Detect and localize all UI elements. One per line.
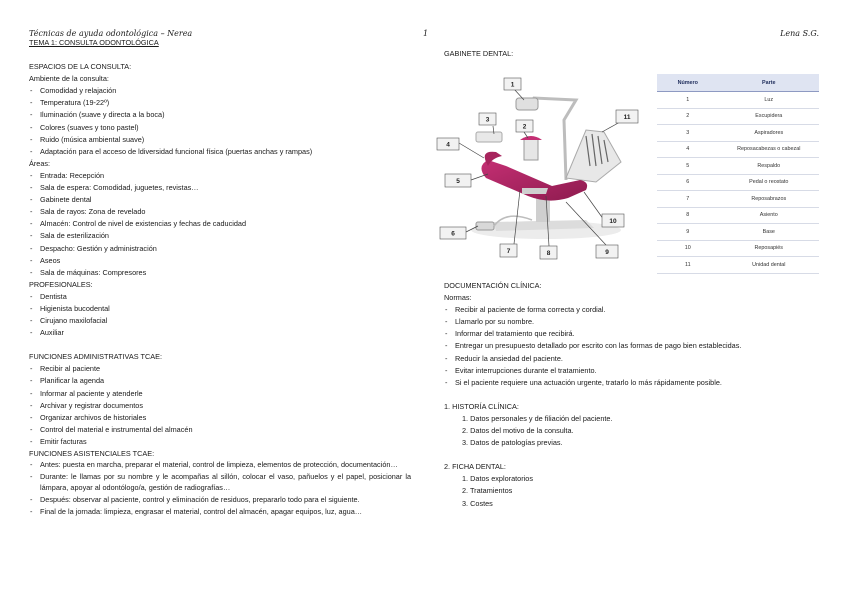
list-item: - Recibir al paciente	[30, 364, 101, 374]
list-item: - Aseos	[30, 255, 61, 265]
list-item: - Almacén: Control de nivel de existencias y fechas de caducidad	[30, 219, 247, 229]
asist-heading: FUNCIONES ASISTENCIALES TCAE:	[29, 449, 155, 458]
svg-text:3: 3	[485, 116, 490, 124]
table-row	[657, 158, 819, 175]
label-2	[516, 120, 533, 132]
parts-table	[657, 74, 819, 274]
svg-text:10: 10	[609, 218, 617, 225]
header-course: Técnicas de ayuda odontológica – Nerea	[29, 29, 193, 38]
list-item: - Control del material e instrumental del almacén	[30, 424, 193, 434]
list-item: - Higienista bucodental	[30, 303, 110, 313]
list-item: - Auxiliar	[30, 328, 64, 338]
list-item: - Sala de máquinas: Compresores	[30, 267, 147, 277]
admin-list	[29, 363, 411, 448]
list-item: 2. Datos del motivo de la consulta.	[462, 426, 574, 436]
list-item: - Cirujano maxilofacial	[30, 316, 108, 326]
table-row	[657, 174, 819, 191]
svg-text:7: 7	[506, 248, 511, 255]
list-item: - Evitar interrupciones durante el tratamiento.	[445, 365, 597, 375]
table-row	[657, 207, 819, 224]
svg-text:6: 6	[451, 230, 455, 238]
list-item: 3. Costes	[462, 498, 493, 508]
list-item: - Sala de esterilización	[30, 231, 109, 241]
list-item: - Emitir facturas	[30, 436, 87, 446]
list-item: - Organizar archivos de historiales	[30, 412, 147, 422]
list-item: - Sala de rayos: Zona de revelado	[30, 207, 146, 217]
dental-unit-shape	[566, 130, 621, 182]
column-header-numero: Número	[657, 74, 719, 92]
list-item: - Entrada: Recepción	[30, 170, 105, 180]
list-item: - Si el paciente requiere una actuación urgente, tratarlo lo más rápidamente posible.	[445, 377, 722, 387]
list-item: 1. Datos exploratorios	[462, 474, 533, 484]
list-item: - Informar del tratamiento que recibirá.	[445, 329, 575, 339]
cell-part: Reposabrazos	[719, 191, 819, 208]
list-item: - Comodidad y relajación	[30, 86, 117, 96]
list-item: - Informar al paciente y atenderle	[30, 388, 143, 398]
svg-text:4: 4	[446, 141, 450, 149]
column-header-parte: Parte	[719, 74, 819, 92]
cell-number: 2	[657, 108, 719, 125]
cell-part: Reposacabezas o cabezal	[719, 141, 819, 158]
cell-number: 3	[657, 125, 719, 142]
header-author: Lena S.G.	[780, 29, 819, 38]
svg-text:1: 1	[510, 81, 515, 89]
page-number: 1	[423, 29, 429, 38]
list-item: - Adaptación para el acceso de ldiversidad funcional física (puertas anchas y rampas)	[30, 146, 313, 156]
cell-number: 10	[657, 240, 719, 257]
areas-list	[29, 170, 411, 279]
cell-number: 11	[657, 257, 719, 274]
table-row	[657, 191, 819, 208]
cell-part: Reposapiés	[719, 240, 819, 257]
table-row	[657, 240, 819, 257]
normas-heading: Normas:	[444, 293, 472, 303]
cell-part: Unidad dental	[719, 257, 819, 274]
svg-text:2: 2	[522, 123, 527, 131]
list-item: - Temperatura (19-22º)	[30, 98, 110, 108]
cell-part: Escupidera	[719, 108, 819, 125]
espacios-heading: ESPACIOS DE LA CONSULTA:	[29, 62, 132, 72]
list-item: 3. Datos de patologías previas.	[462, 438, 563, 448]
table-row	[657, 125, 819, 142]
asist-list	[29, 460, 411, 518]
cell-number: 9	[657, 224, 719, 241]
list-item: - Final de la jornada: limpieza, engrasar el material, control del almacén, apagar equipos, luz, agua…	[30, 506, 363, 516]
cell-part: Luz	[719, 92, 819, 109]
cell-part: Base	[719, 224, 819, 241]
right-column	[444, 48, 824, 60]
label-7	[500, 244, 517, 257]
doc-heading: DOCUMENTACIÓN CLÍNICA:	[444, 281, 542, 290]
list-item: - Archivar y registrar documentos	[30, 400, 144, 410]
historia-title: 1. HISTORÍA CLÍNICA:	[444, 401, 519, 411]
label-6	[440, 227, 466, 239]
dental-chair-image	[436, 70, 642, 265]
svg-text:9: 9	[605, 249, 609, 256]
list-item: - Reducir la ansiedad del paciente.	[445, 353, 563, 363]
areas-heading: Áreas:	[29, 158, 51, 168]
aspirator-tray-shape	[476, 132, 502, 142]
svg-text:5: 5	[456, 178, 460, 185]
list-item: 2. Tratamientos	[462, 486, 513, 496]
lamp-shape	[516, 98, 538, 110]
label-4	[437, 138, 459, 150]
table-row	[657, 108, 819, 125]
gabinete-heading: GABINETE DENTAL:	[444, 49, 514, 58]
list-item: - Despacho: Gestión y administración	[30, 243, 157, 253]
cell-number: 5	[657, 158, 719, 175]
label-3	[479, 113, 496, 125]
table-row	[657, 141, 819, 158]
list-item: - Recibir al paciente de forma correcta y cordial.	[445, 305, 606, 315]
svg-text:8: 8	[546, 250, 551, 257]
cell-part: Asiento	[719, 207, 819, 224]
list-item: - Entregar un presupuesto detallado por escrito con las formas de pago bien establecidas.	[445, 341, 742, 351]
list-item: - Durante: le llamas por su nombre y le acompañas al sillón, colocar el vaso, pañuelos y el papel, posicionar la lámpara, apoyar al odontólogo/a, gestión de radiografías…	[30, 472, 411, 492]
label-8	[540, 246, 557, 259]
table-row	[657, 257, 819, 274]
ambiente-heading: Ambiente de la consulta:	[29, 74, 109, 84]
table-row	[657, 224, 819, 241]
cell-part: Respaldo	[719, 158, 819, 175]
cell-number: 7	[657, 191, 719, 208]
list-item: - Después: observar al paciente, control y eliminación de residuos, prepararlo todo para el siguiente.	[30, 494, 360, 504]
label-5	[445, 174, 471, 187]
cell-number: 1	[657, 92, 719, 109]
cell-number: 8	[657, 207, 719, 224]
cell-number: 6	[657, 174, 719, 191]
left-column	[29, 37, 411, 519]
ambiente-list	[29, 85, 411, 158]
cell-number: 4	[657, 141, 719, 158]
svg-text:11: 11	[623, 114, 631, 121]
list-item: - Iluminación (suave y directa a la boca)	[30, 110, 165, 120]
list-item: - Colores (suaves y tono pastel)	[30, 122, 139, 132]
list-item: - Antes: puesta en marcha, preparar el material, control de limpieza, elementos de protección, documentación…	[30, 460, 398, 470]
label-10	[602, 214, 624, 227]
spittoon-shape	[524, 138, 538, 160]
list-item: - Dentista	[30, 291, 67, 301]
label-9	[596, 245, 618, 258]
page-title: TEMA 1: CONSULTA ODONTOLÓGICA	[29, 38, 159, 47]
pedal-shape	[476, 222, 494, 230]
list-item: - Ruido (música ambiental suave)	[30, 134, 145, 144]
ficha-title: 2. FICHA DENTAL:	[444, 462, 506, 472]
normas-list	[444, 304, 839, 389]
table-header-row	[657, 74, 819, 92]
table-row	[657, 92, 819, 109]
list-item: 1. Datos personales y de filiación del paciente.	[462, 413, 613, 423]
armrest-shape	[522, 188, 548, 194]
cell-part: Aspiradores	[719, 125, 819, 142]
profesionales-heading: PROFESIONALES:	[29, 279, 93, 289]
profesionales-list	[29, 291, 411, 339]
list-item: - Planificar la agenda	[30, 376, 105, 386]
label-11	[616, 110, 638, 123]
spittoon-bowl-shape	[520, 136, 542, 140]
list-item: - Llamarlo por su nombre.	[445, 317, 535, 327]
cell-part: Pedal o reostato	[719, 174, 819, 191]
list-item: - Sala de espera: Comodidad, juguetes, revistas…	[30, 183, 199, 193]
list-item: - Gabinete dental	[30, 195, 92, 205]
admin-heading: FUNCIONES ADMINISTRATIVAS TCAE:	[29, 352, 162, 362]
documentacion-section	[444, 280, 839, 510]
label-1	[504, 78, 521, 90]
